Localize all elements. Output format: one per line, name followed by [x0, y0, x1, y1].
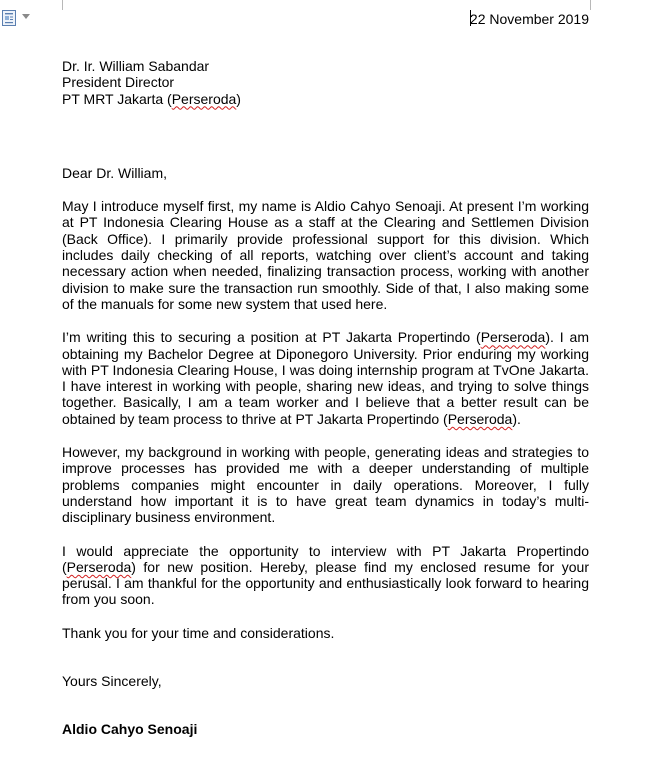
thanks-line: Thank you for your time and considerations. — [62, 624, 335, 641]
spelling-error[interactable]: Perseroda — [66, 558, 132, 575]
recipient-title: President Director — [62, 74, 175, 91]
paragraph-background: However, my background in working with people, generating ideas and strategies to improve processes has provided me with a deeper understanding of multiple problems companies might encounter in daily operations. Moreover, I fully understand how important it is to have great team dynamics in today’s multi-disciplinary business environment. — [62, 444, 589, 526]
letter-date[interactable]: 22 November 2019 — [469, 11, 589, 27]
paragraph-request: I would appreciate the opportunity to interview with PT Jakarta Propertindo (Perseroda) for new position. Hereby, please find my enclosed resume for your perusal. I am thankful for the opportunity and enthusiastically look forward to hearing from you soon. — [62, 542, 589, 608]
closing-line: Yours Sincerely, — [62, 673, 162, 690]
spelling-error[interactable]: Perseroda — [480, 329, 546, 346]
recipient-block — [62, 58, 589, 107]
layout-options-icon[interactable] — [2, 10, 16, 26]
recipient-name: Dr. Ir. William Sabandar — [62, 58, 210, 74]
greeting: Dear Dr. William, — [62, 164, 168, 181]
letter-body[interactable] — [62, 58, 589, 738]
recipient-company: PT MRT Jakarta (Perseroda) — [62, 90, 241, 107]
left-margin-mark — [62, 0, 63, 10]
spelling-error[interactable]: Perseroda — [171, 90, 237, 107]
signature-name: Aldio Cahyo Senoaji — [62, 721, 198, 738]
paragraph-motivation: I’m writing this to securing a position at PT Jakarta Propertindo (Perseroda). I am obtaining my Bachelor Degree at Diponegoro University. Prior enduring my working with PT Indonesia Clearing House, I was doing internship program at TvOne Jakarta. I have interest in working with people, sharing new ideas, and trying to solve things together. Basically, I am a team worker and I believe that a better result can be obtained by team process to thrive at PT Jakarta Propertindo (Perseroda). — [62, 329, 590, 427]
paragraph-introduction: May I introduce myself first, my name is Aldio Cahyo Senoaji. At present I’m working at PT Indonesia Clearing House as a staff at the Clearing and Settlemen Division (Back Office). I primarily provide professional support for this division. Which includes daily checking of all reports, watching over client’s account and taking necessary action when needed, finalizing transaction process, working with another division to make sure the transaction run smoothly. Side of that, I also making some of the manuals for some new system that used here. — [62, 198, 589, 312]
chevron-down-icon[interactable] — [22, 14, 30, 19]
right-margin-mark — [590, 0, 591, 10]
spelling-error[interactable]: Perseroda — [447, 410, 513, 427]
